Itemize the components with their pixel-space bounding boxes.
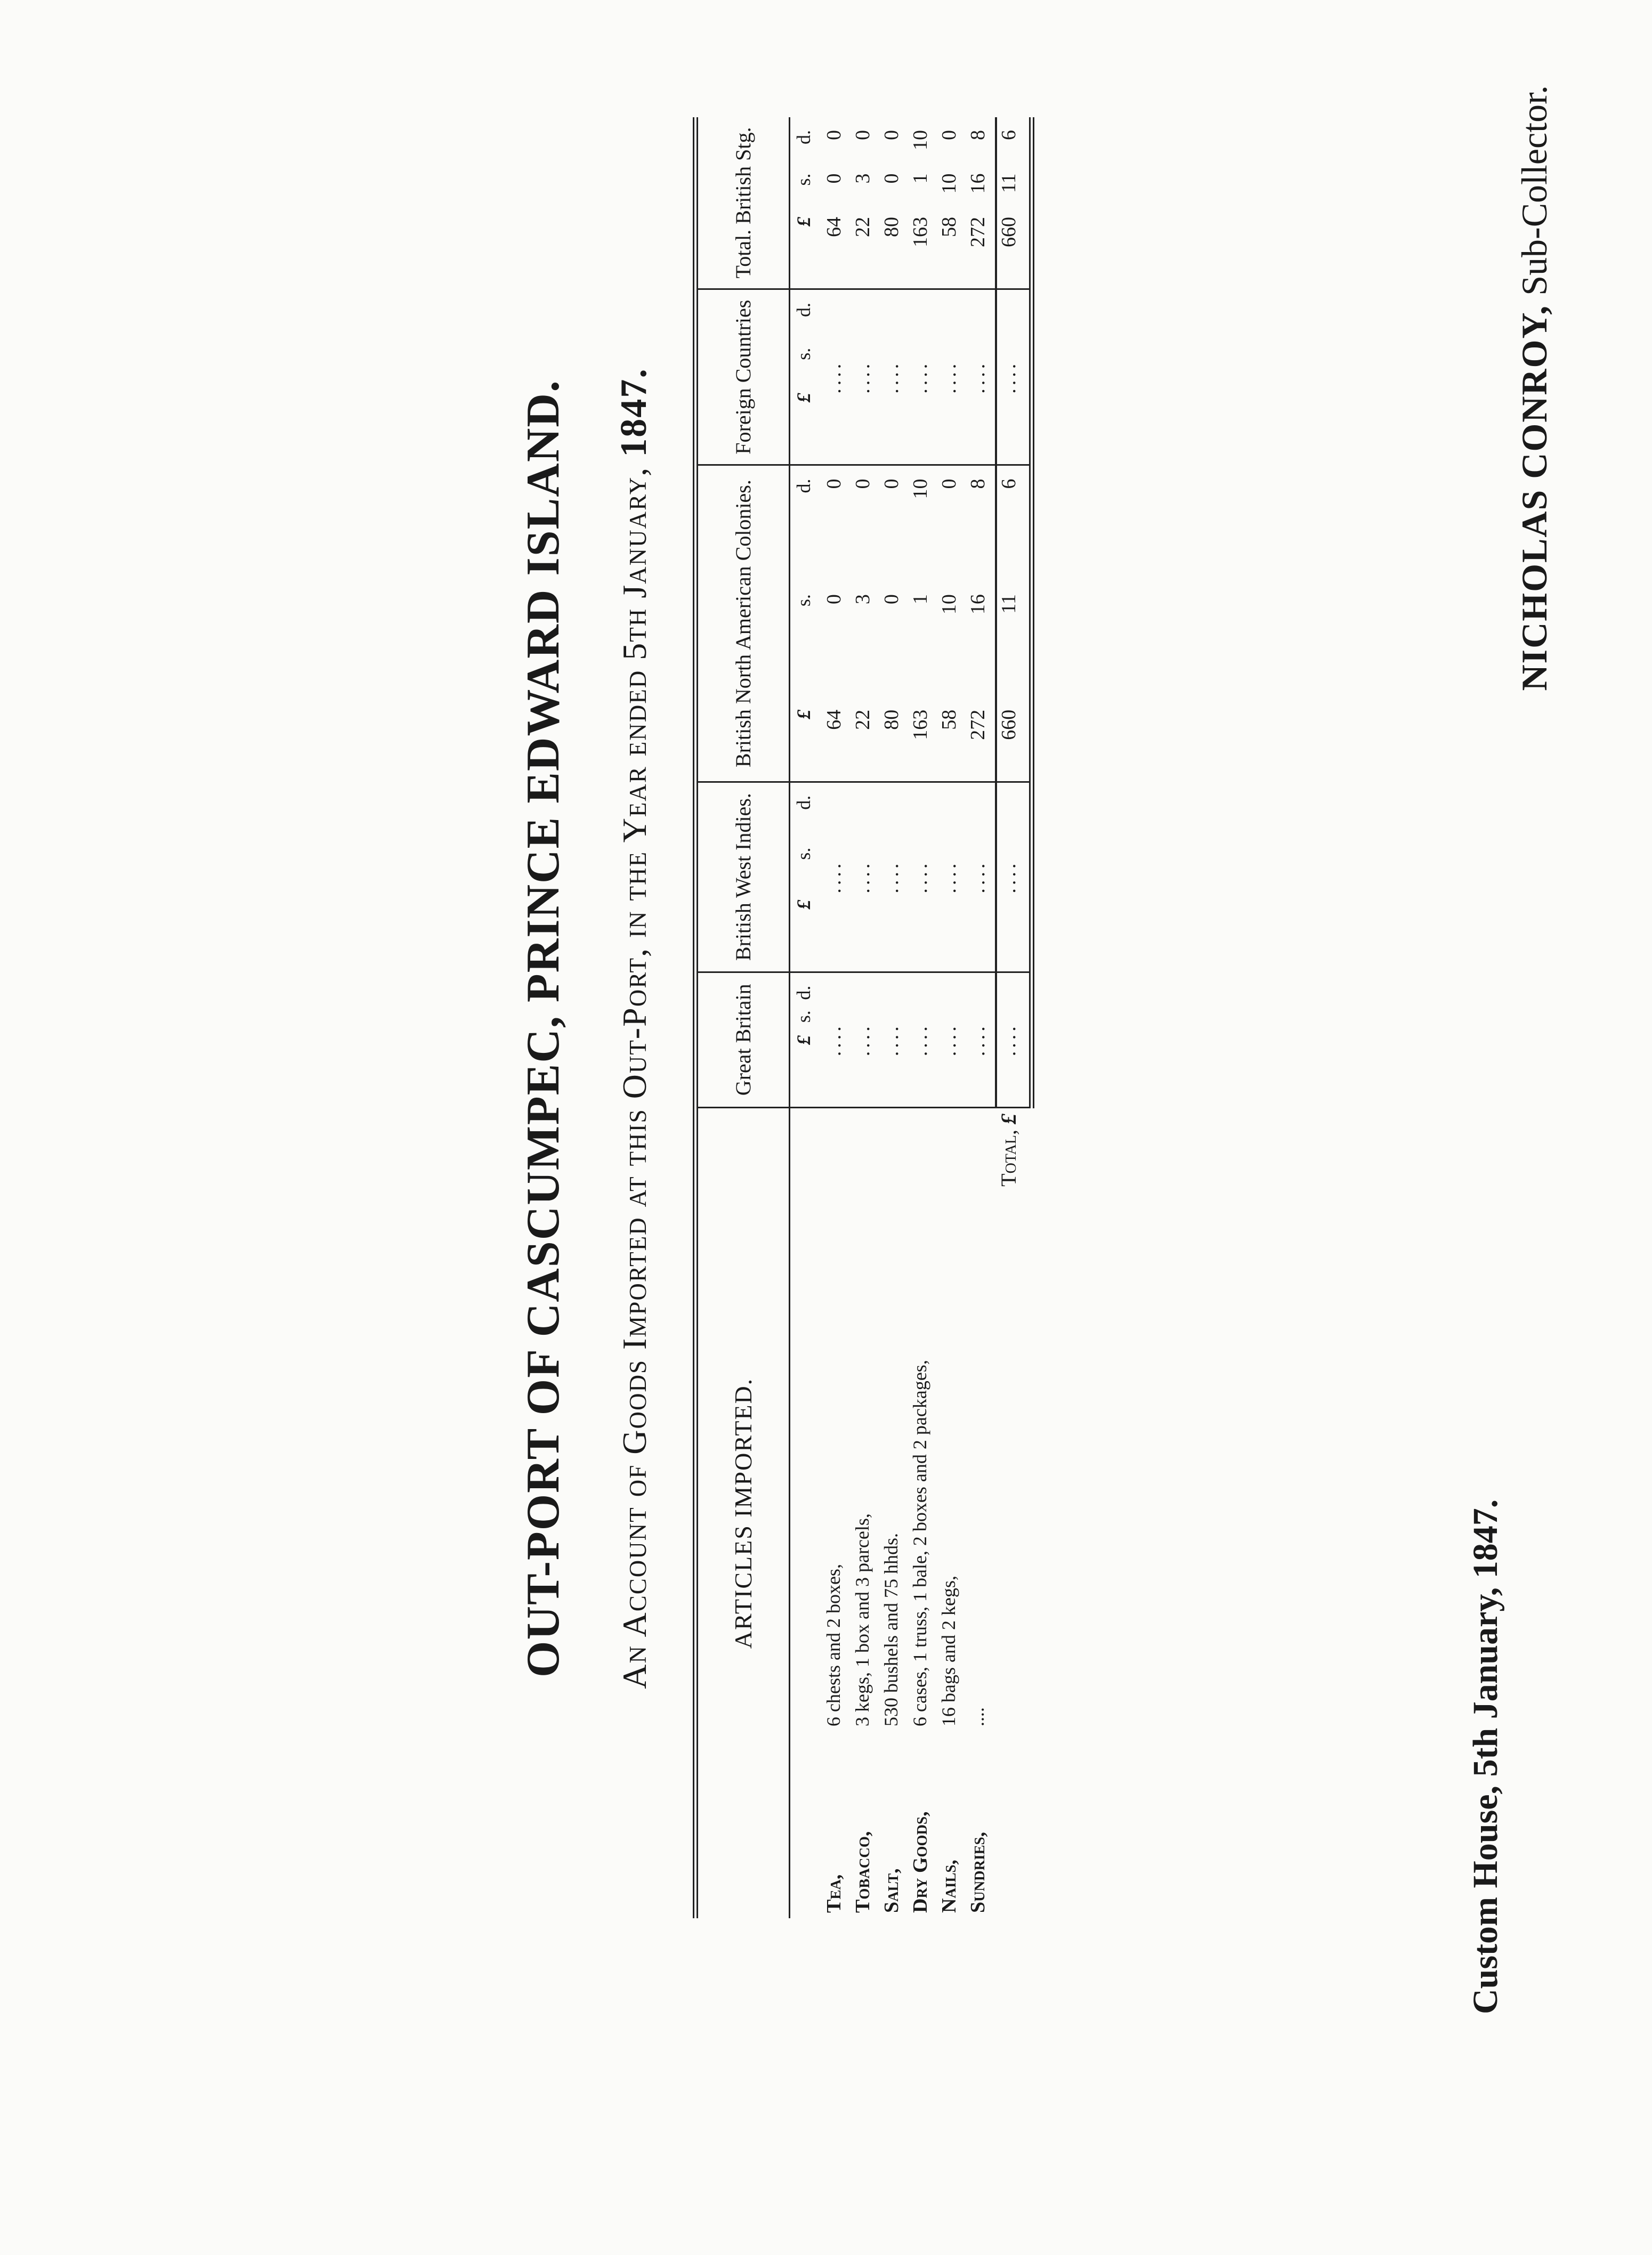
table-row [822,117,851,1918]
cell-foreign-countries: .... [851,289,880,465]
cell-total: 58 10 0 [937,117,966,289]
header-british-west-indies: British West Indies. [695,782,790,972]
units-cell: £ s. d. [790,289,823,465]
cell-great-britain: .... [966,972,996,1107]
total-british-north-american-colonies: 660 11 6 [996,465,1032,782]
subtitle-text: An Account of Goods Imported at this Out-Port, in the Year ended 5th January, [616,466,653,1689]
cell-foreign-countries: .... [966,289,996,465]
table-row [937,117,966,1918]
table-body [790,117,997,1918]
article-description: 6 chests and 2 boxes, [823,1564,844,1726]
cell-british-north-american-colonies: 272 16 8 [966,465,996,782]
article-description: 530 bushels and 75 hhds. [880,1533,902,1726]
cell-great-britain: .... [909,972,937,1107]
cell-british-west-indies: .... [937,782,966,972]
cell-total: 272 16 8 [966,117,996,289]
article-description: 3 kegs, 1 box and 3 parcels, [852,1513,873,1726]
cell-british-west-indies: .... [822,782,851,972]
cell-british-north-american-colonies: 58 10 0 [937,465,966,782]
article-name: Tobacco, [852,1831,874,1913]
units-spacer [790,1108,823,1919]
header-british-north-american-colonies: British North American Colonies. [695,465,790,782]
signature [1513,85,1567,691]
total-grand-total: 660 11 6 [996,117,1032,289]
article-name: Sundries, [967,1831,989,1913]
cell-foreign-countries: .... [880,289,909,465]
subtitle [608,0,661,2067]
cell-great-britain: .... [880,972,909,1107]
cell-foreign-countries: .... [937,289,966,465]
units-cell: £ s. d. [790,972,823,1107]
total-label-text: Total, [997,1130,1021,1187]
total-foreign-countries: .... [996,289,1032,465]
cell-great-britain: .... [851,972,880,1107]
table-row [966,117,996,1918]
cell-total: 163 1 10 [909,117,937,289]
total-great-britain: .... [996,972,1032,1107]
cell-foreign-countries: .... [822,289,851,465]
cell-british-north-american-colonies: 64 0 0 [822,465,851,782]
signature-name: NICHOLAS CONROY, [1514,304,1554,691]
cell-great-britain: .... [822,972,851,1107]
total-pound-sign: £ [997,1114,1021,1124]
cell-total: 80 0 0 [880,117,909,289]
signature-role: Sub-Collector. [1514,85,1554,296]
subtitle-year: 1847. [613,368,654,457]
rotated-document [512,0,1652,2067]
table-row [851,117,880,1918]
units-row [790,117,823,1918]
cell-foreign-countries: .... [909,289,937,465]
article-name: Dry Goods, [909,1811,932,1913]
table-row [909,117,937,1918]
table-row [880,117,909,1918]
header-great-britain: Great Britain [695,972,790,1107]
units-cell: £ s. d. [790,465,823,782]
units-cell: £ s. d. [790,782,823,972]
cell-british-west-indies: .... [880,782,909,972]
cell-british-north-american-colonies: 22 3 0 [851,465,880,782]
article-name: Nails, [938,1860,960,1913]
cell-great-britain: .... [937,972,966,1107]
article-name: Salt, [880,1868,903,1913]
cell-british-west-indies: .... [966,782,996,972]
article-description: 16 bags and 2 kegs, [938,1576,959,1726]
total-row [996,117,1032,1918]
header-total: Total. British Stg. [695,117,790,289]
total-label [996,1108,1032,1919]
units-cell: £ s. d. [790,117,823,289]
header-articles: ARTICLES IMPORTED. [695,1108,790,1919]
cell-british-west-indies: .... [909,782,937,972]
article-description: 6 cases, 1 truss, 1 bale, 2 boxes and 2 packages, [909,1360,930,1726]
total-british-west-indies: .... [996,782,1032,972]
article-name: Tea, [823,1874,845,1913]
custom-house-date: Custom House, 5th January, 1847. [1466,1499,1505,2014]
table-header-row [695,117,790,1918]
article-description: .... [967,1707,988,1726]
cell-british-north-american-colonies: 80 0 0 [880,465,909,782]
cell-british-north-american-colonies: 163 1 10 [909,465,937,782]
cell-british-west-indies: .... [851,782,880,972]
imports-table [693,117,1034,1918]
page-title: OUT-PORT OF CASCUMPEC, PRINCE EDWARD ISLAND. [517,379,569,1677]
header-foreign-countries: Foreign Countries [695,289,790,465]
cell-total: 22 3 0 [851,117,880,289]
cell-total: 64 0 0 [822,117,851,289]
